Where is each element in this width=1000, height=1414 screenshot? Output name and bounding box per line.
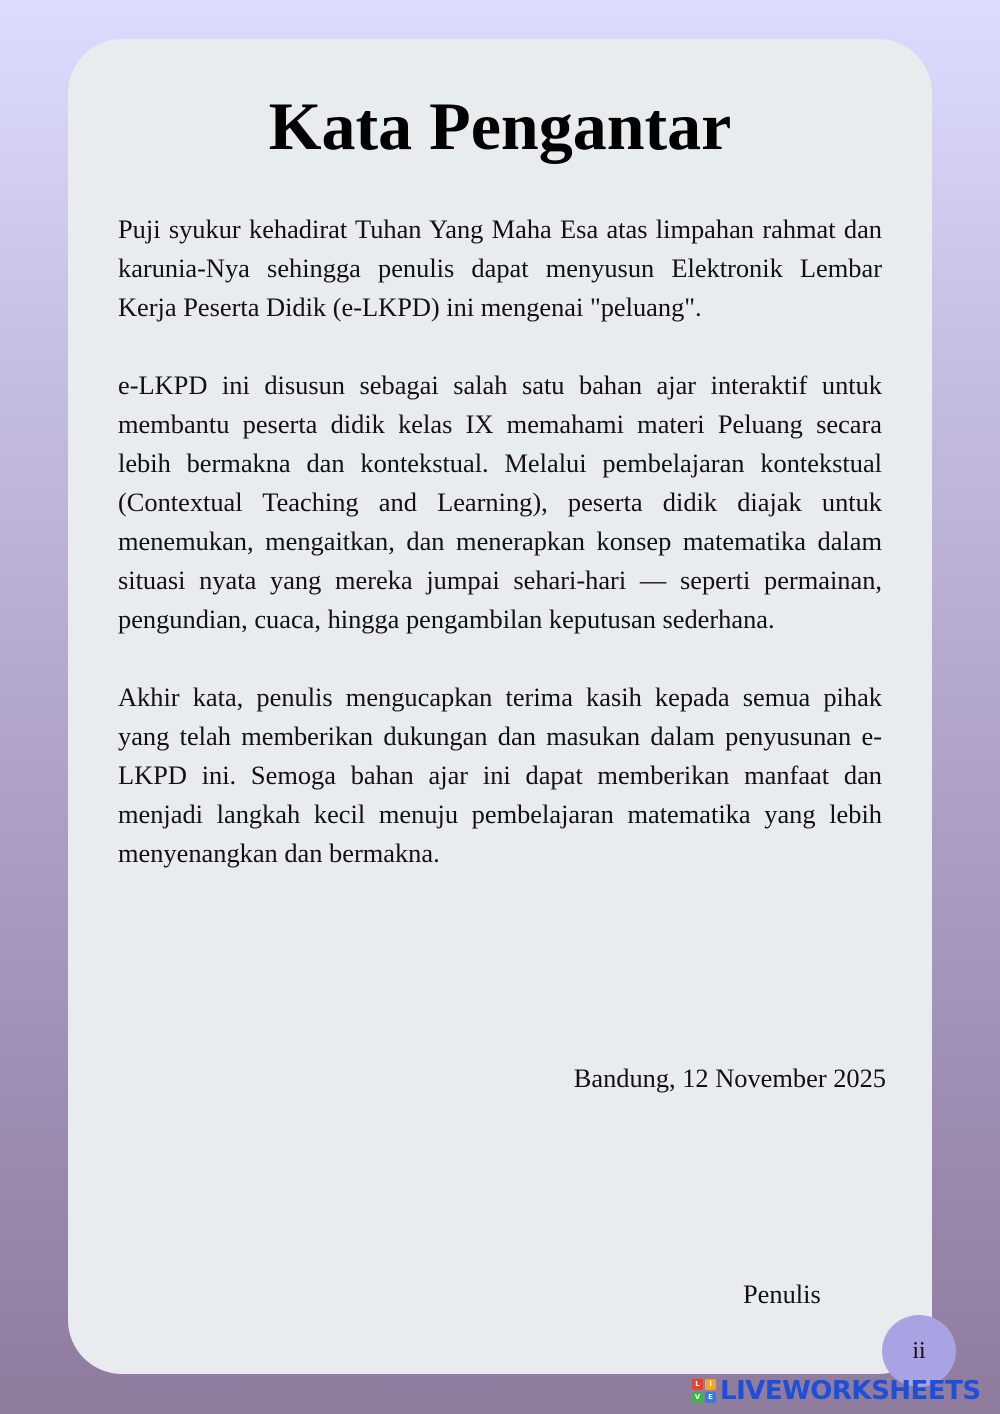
logo-letter-v: V [692, 1392, 703, 1403]
paragraph-opening: Puji syukur kehadirat Tuhan Yang Maha Esa atas limpahan rahmat dan karunia-Nya sehingga penulis dapat menyusun Elektronik Lembar Kerja Peserta Didik (e-LKPD) ini mengenai "peluang". [118, 214, 882, 322]
logo-letter-l: L [692, 1379, 703, 1390]
logo-letter-e: E [705, 1392, 716, 1403]
liveworksheets-watermark[interactable] [692, 1375, 981, 1407]
liveworksheets-logo-icon [692, 1379, 716, 1403]
date-line: Bandung, 12 November 2025 [573, 1063, 886, 1093]
page-title: Kata Pengantar [268, 88, 732, 164]
logo-letter-i: I [705, 1379, 716, 1390]
body-text [118, 210, 882, 912]
paragraph-closing: Akhir kata, penulis mengucapkan terima kasih kepada semua pihak yang telah memberikan dukungan dan masukan dalam penyusunan e-LKPD ini. Semoga bahan ajar ini dapat memberikan manfaat dan menjadi langkah kecil menuju pembelajaran matematika yang lebih menyenangkan dan bermakna. [118, 682, 882, 868]
page-number: ii [912, 1337, 926, 1364]
signer-label: Penulis [743, 1279, 821, 1309]
watermark-text: LIVEWORKSHEETS [720, 1376, 981, 1406]
paragraph-purpose: e-LKPD ini disusun sebagai salah satu bahan ajar interaktif untuk membantu peserta didik kelas IX memahami materi Peluang secara lebih bermakna dan kontekstual. Melalui pembelajaran kontekstual (Contextual Teaching and Learning), peserta didik diajak untuk menemukan, mengaitkan, dan menerapkan konsep matematika dalam situasi nyata yang mereka jumpai sehari-hari — seperti permainan, pengundian, cuaca, hingga pengambilan keputusan sederhana. [118, 370, 882, 634]
